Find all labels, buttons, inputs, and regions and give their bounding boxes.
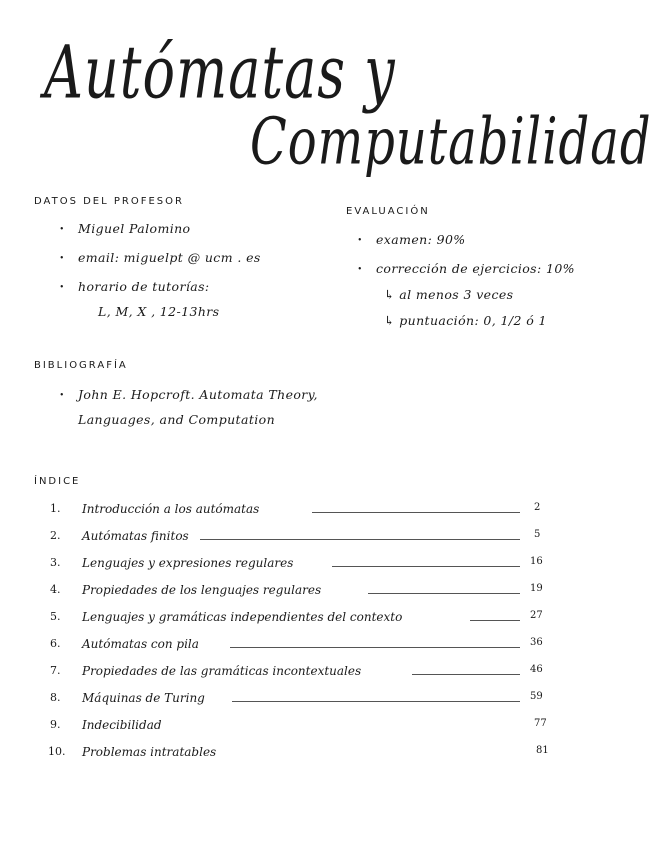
index-entry-page: 2: [534, 502, 541, 513]
title-line-2: Computabilidad: [250, 104, 652, 180]
index-entry-title: Máquinas de Turing: [82, 691, 211, 705]
index-entry-page: 36: [530, 637, 543, 648]
leader-line: [412, 674, 520, 675]
index-entry-title: Lenguajes y gramáticas independientes del contexto: [82, 610, 408, 624]
index-entry-title: Autómatas con pila: [82, 637, 205, 651]
index-entry-page: 77: [534, 718, 547, 729]
index-entry: [0, 529, 600, 549]
index-entry-title: Lenguajes y expresiones regulares: [82, 556, 299, 570]
index-entry: [0, 718, 600, 738]
bibliography-heading: BIBLIOGRAFÍA: [34, 360, 128, 371]
professor-heading: DATOS DEL PROFESOR: [34, 196, 184, 207]
index-entry: [0, 502, 600, 522]
index-entry: [0, 637, 600, 657]
bibliography-item-line-1: John E. Hopcroft. Automata Theory,: [78, 387, 318, 402]
index-entry-title: Indecibilidad: [82, 718, 168, 732]
index-entry-page: 5: [534, 529, 541, 540]
index-entry: [0, 664, 600, 684]
bullet-icon: •: [358, 264, 362, 275]
title-line-1: Autómatas y: [44, 30, 396, 116]
index-entry-page: 27: [530, 610, 543, 621]
evaluation-exam: examen: 90%: [376, 232, 466, 247]
bullet-icon: •: [358, 235, 362, 246]
index-entry-number: 10.: [48, 745, 66, 758]
index-entry-page: 46: [530, 664, 543, 675]
index-entry-number: 8.: [50, 691, 61, 704]
leader-line: [230, 647, 520, 648]
index-entry: [0, 745, 600, 765]
index-entry-number: 7.: [50, 664, 61, 677]
index-entry-title: Propiedades de las gramáticas incontextuales: [82, 664, 367, 678]
index-entry: [0, 610, 600, 630]
index-entry: [0, 556, 600, 576]
leader-line: [200, 539, 520, 540]
professor-name: Miguel Palomino: [78, 221, 191, 236]
leader-line: [232, 701, 520, 702]
index-entry-title: Introducción a los autómatas: [82, 502, 265, 516]
index-entry-number: 2.: [50, 529, 61, 542]
leader-line: [332, 566, 520, 567]
evaluation-exercises-score: ↳ puntuación: 0, 1/2 ó 1: [384, 313, 547, 328]
index-entry-number: 3.: [50, 556, 61, 569]
index-entry: [0, 583, 600, 603]
index-entry-page: 81: [536, 745, 549, 756]
professor-hours-value: L, M, X , 12-13hrs: [98, 304, 220, 319]
index-entry-number: 4.: [50, 583, 61, 596]
evaluation-exercises: corrección de ejercicios: 10%: [376, 261, 575, 276]
index-entry-number: 1.: [50, 502, 61, 515]
bullet-icon: •: [60, 282, 64, 293]
professor-hours-label: horario de tutorías:: [78, 279, 210, 294]
bibliography-item-line-2: Languages, and Computation: [78, 412, 276, 427]
bullet-icon: •: [60, 390, 64, 401]
index-entry-title: Problemas intratables: [82, 745, 222, 759]
index-entry-page: 19: [530, 583, 543, 594]
index-entry-title: Propiedades de los lenguajes regulares: [82, 583, 327, 597]
evaluation-heading: EVALUACIÓN: [346, 206, 430, 217]
professor-email: email: miguelpt @ ucm . es: [78, 250, 261, 265]
evaluation-exercises-times: ↳ al menos 3 veces: [384, 287, 514, 302]
index-entry-number: 9.: [50, 718, 61, 731]
index-entry-number: 5.: [50, 610, 61, 623]
bullet-icon: •: [60, 253, 64, 264]
bullet-icon: •: [60, 224, 64, 235]
leader-line: [368, 593, 520, 594]
index-entry-page: 59: [530, 691, 543, 702]
index-entry: [0, 691, 600, 711]
index-entry-page: 16: [530, 556, 543, 567]
index-entry-title: Autómatas finitos: [82, 529, 195, 543]
leader-line: [312, 512, 520, 513]
leader-line: [470, 620, 520, 621]
index-entry-number: 6.: [50, 637, 61, 650]
index-heading: ÍNDICE: [34, 476, 81, 487]
